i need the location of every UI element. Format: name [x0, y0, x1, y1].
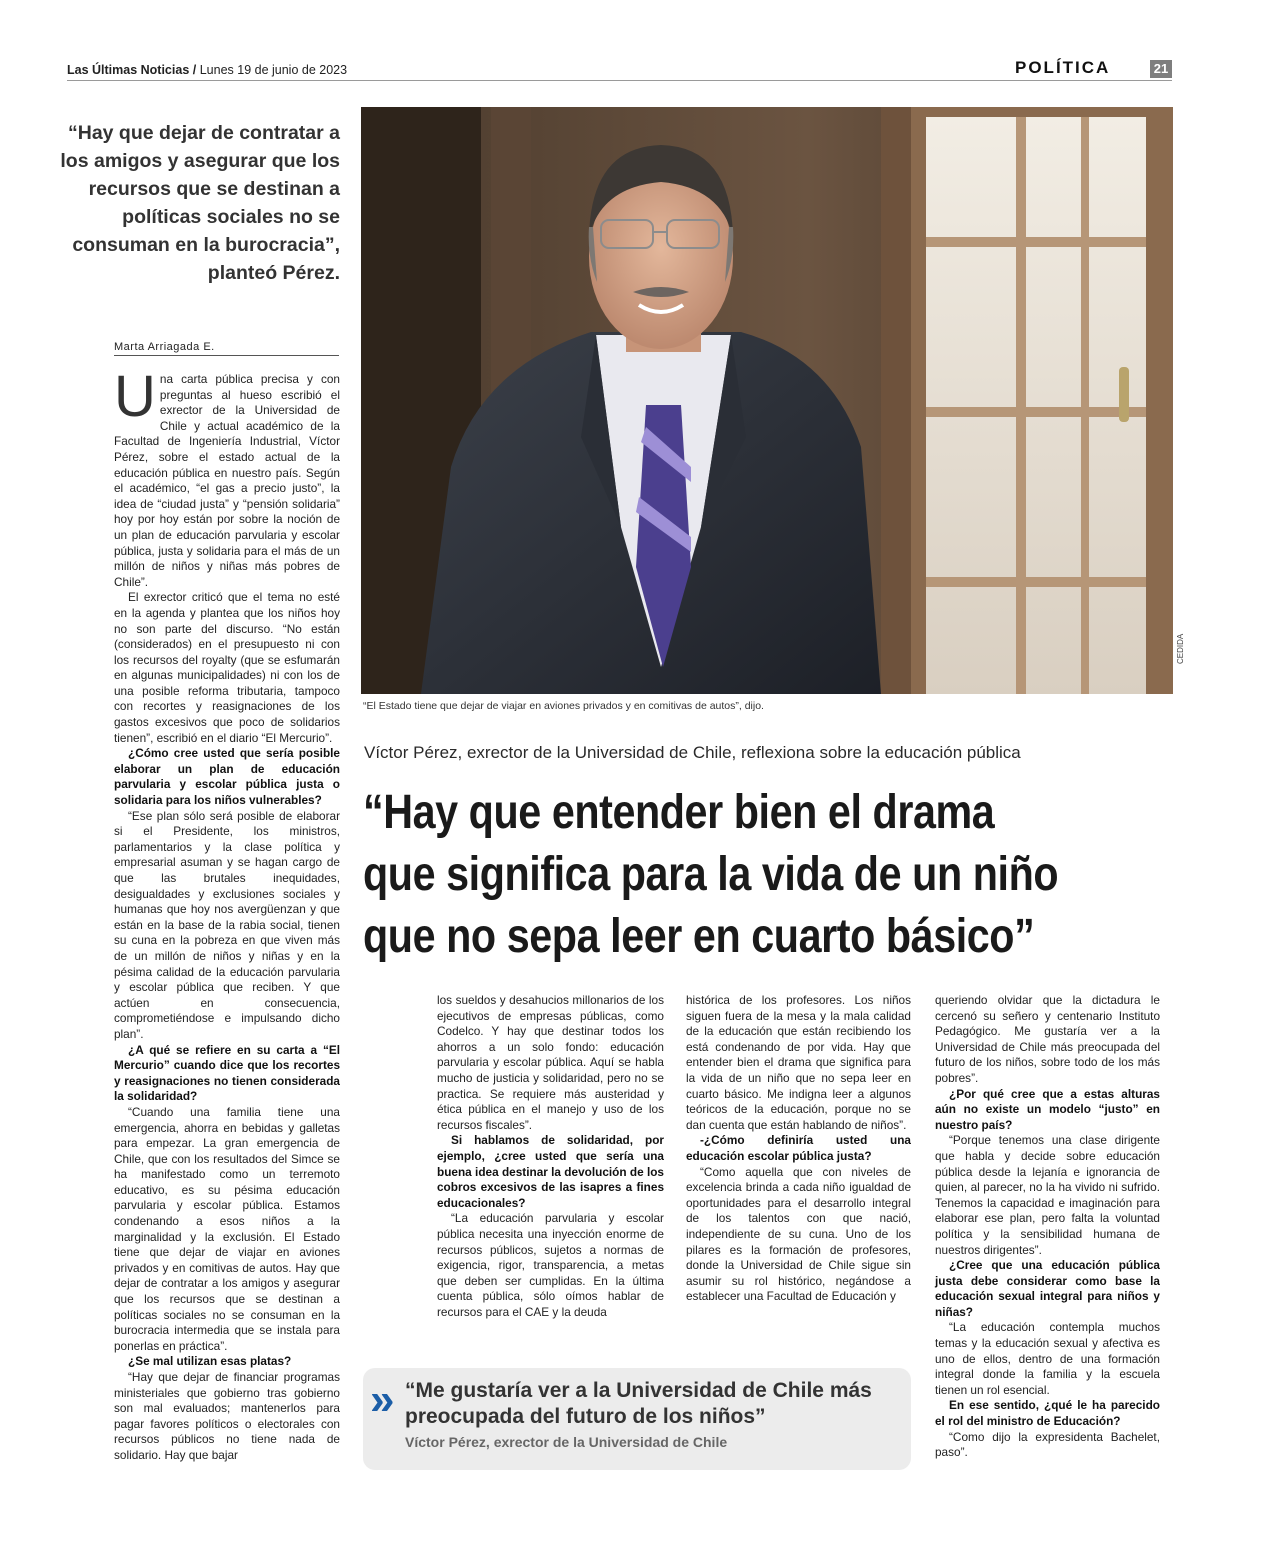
article-column-3 — [686, 993, 911, 1305]
photo-caption: “El Estado tiene que dejar de viajar en aviones privados y en comitivas de autos”, dijo. — [363, 700, 764, 712]
interview-question: ¿A qué se refiere en su carta a “El Mercurio” cuando dice que los recortes y reasignaciones no tienen considerada la solidaridad? — [114, 1042, 340, 1104]
interview-question: En ese sentido, ¿qué le ha parecido el rol del ministro de Educación? — [935, 1398, 1160, 1429]
publication-name: Las Últimas Noticias — [67, 63, 190, 77]
header-rule — [67, 80, 1172, 81]
masthead — [67, 63, 347, 77]
portrait-photo-illustration — [361, 107, 1173, 694]
page-number: 21 — [1150, 60, 1172, 78]
article-paragraph: “La educación contempla muchos temas y la educación sexual y afectiva es uno de ellos, dentro de una formación integral donde la familia y la escuela tienen un rol esencial. — [935, 1320, 1160, 1397]
drop-cap: U — [114, 364, 156, 429]
article-paragraph: “Hay que dejar de financiar programas ministeriales que gobierno tras gobierno son mal evaluados; mantenerlos para pagar favores políticos o electorales con recursos públicos no tiene nada de solidario. Hay que bajar — [114, 1370, 340, 1462]
pull-quote-attribution: Víctor Pérez, exrector de la Universidad de Chile — [405, 1434, 728, 1450]
interview-question: ¿Cómo cree usted que sería posible elaborar un plan de educación parvularia y escolar pública justa o solidaria para los niños vulnerables? — [114, 746, 340, 808]
article-paragraph: El exrector criticó que el tema no esté en la agenda y plantea que los niños hoy no son parte del discurso. “No están (considerados) en el presupuesto ni con los recursos del royalty (que se esfumarán en algunas municipalidades) ni con los de una posible reforma tributaria, tampoco con recortes y reasignaciones de los gastos excesivos que poco de solidarios tienen”, escribió en el diario “El Mercurio”. — [114, 590, 340, 745]
section-name: POLÍTICA — [1015, 58, 1111, 77]
interview-question: ¿Cree que una educación pública justa debe considerar como base la educación sexual integral para niños y niñas? — [935, 1258, 1160, 1319]
issue-date: Lunes 19 de junio de 2023 — [199, 63, 348, 77]
headline: “Hay que entender bien el drama que significa para la vida de un niño que no sepa leer en cuarto básico” — [363, 786, 1059, 963]
article-paragraph: histórica de los profesores. Los niños siguen fuera de la mesa y la mala calidad de la educación que están recibiendo los está condenando de por vida. Hay que entender bien el drama que significa para la vida de un niño que no sepa leer en cuarto básico. Me indigna leer a algunos teóricos de la educación, porque no se dan cuenta que están hablando de niños”. — [686, 993, 911, 1132]
article-paragraph: “La educación parvularia y escolar pública necesita una inyección enorme de recursos públicos, sujetos a normas de exigencia, rigor, transparencia, a metas que deben ser cumplidas. En la última cuenta pública, sólo oímos hablar de recursos para el CAE y la deuda — [437, 1211, 664, 1319]
interview-question: ¿Se mal utilizan esas platas? — [128, 1354, 292, 1369]
article-paragraph: queriendo olvidar que la dictadura le cercenó su señero y centenario Instituto Pedagógico. Me gustaría ver a la Universidad de Chile más preocupada del futuro de los niños, sobre todo de los más pobres”. — [935, 993, 1160, 1085]
interview-question: -¿Cómo definiría usted una educación escolar pública justa? — [686, 1133, 911, 1163]
byline: Marta Arriagada E. — [114, 341, 339, 356]
article-column-1 — [114, 364, 340, 1464]
masthead-separator: / — [192, 63, 197, 77]
quote-arrow-icon: » — [370, 1375, 389, 1424]
interview-question: ¿Por qué cree que a estas alturas aún no existe un modelo “justo” en nuestro país? — [935, 1086, 1160, 1132]
article-paragraph: “Como aquella que con niveles de excelencia brinda a cada niño igualdad de oportunidades para el desarrollo integral de los talentos con que nació, independiente de su cuna. Uno de los pilares es la formación de profesores, donde la Universidad de Chile sigue sin asumir su rol histórico, negándose a establecer una Facultad de Educación y — [686, 1164, 911, 1304]
article-paragraph: “Cuando una familia tiene una emergencia, ahorra en bebidas y galletas para empezar. La gran emergencia de Chile, que con los resultados del Simce se ha manifestado como un terremoto educativo, es su pésima educación parvularia y escolar pública. Estamos condenando a esos niños a la marginalidad y la exclusión. El Estado tiene que dejar de viajar en aviones privados y en comitivas de autos. Hay que dejar de contratar a los amigos y asegurar que los recursos que se destinan a políticas sociales no se consuman en la burocracia intermedia que se instala para ponerlas en práctica”. — [114, 1104, 340, 1353]
pull-quote-left: “Hay que dejar de contratar a los amigos y asegurar que los recursos que se destinan a políticas sociales no se consuman en la burocracia”, planteó Pérez. — [60, 122, 340, 284]
article-column-4 — [935, 993, 1160, 1461]
pull-quote-text: “Me gustaría ver a la Universidad de Chile más preocupada del futuro de los niños” — [405, 1379, 872, 1428]
article-paragraph: “Como dijo la expresidenta Bachelet, paso”. — [935, 1429, 1160, 1460]
article-paragraph: “Ese plan sólo será posible de elaborar si el Presidente, los ministros, parlamentarios y la clase política y empresarial asuman y se hagan cargo de que las brutales inequidades, desigualdades y exclusiones sociales y humanas que hoy nos avergüenzan y que están en la base de la rabia social, tienen su cuna en la pobreza en que viven más de un millón de niños y niñas y en la pésima calidad de la educación parvularia y escolar pública que reciben. Y que actúen en consecuencia, comprometiéndose e impulsando dicho plan”. — [114, 808, 340, 1041]
article-paragraph: “Porque tenemos una clase dirigente que habla y decide sobre educación pública desde la lejanía e ignorancia de quien, al parecer, no la ha vivido ni sufrido. Tenemos la capacidad e imaginación para elaborar ese plan, pero falta la voluntad política y la sensibilidad humana de nuestros dirigentes”. — [935, 1133, 1160, 1257]
portrait-photo — [361, 107, 1173, 694]
article-paragraph: los sueldos y desahucios millonarios de los ejecutivos de empresas públicas, como Codelco. Y hay que destinar todos los ahorros a un solo fondo: educación parvularia y escolar pública. Aquí se habla mucho de justicia y solidaridad, pero no se practica. Se requiere más austeridad y ética pública en el manejo y uso de los recursos fiscales”. — [437, 993, 664, 1132]
kicker: Víctor Pérez, exrector de la Universidad de Chile, reflexiona sobre la educación pública — [364, 743, 1021, 762]
photo-credit: CEDIDA — [1176, 633, 1185, 664]
article-column-2 — [437, 993, 664, 1320]
interview-question: Si hablamos de solidaridad, por ejemplo, ¿cree usted que sería una buena idea destinar la devolución de los cobros excesivos de las isapres a fines educacionales? — [437, 1133, 664, 1210]
article-paragraph: na carta pública precisa y con preguntas al hueso escribió el exrector de la Universidad de Chile y actual académico de la Facultad de Ingeniería Industrial, Víctor Pérez, sobre el estado actual de la educación pública en nuestro país. Según el académico, “el gas a precio justo”, la idea de “ciudad justa” y “pensión solidaria” hoy por hoy están por sobre la noción de un plan de educación parvularia y escolar pública, justa y solidaria para el más de un millón de niños y niñas más pobres de Chile”. — [114, 372, 340, 589]
